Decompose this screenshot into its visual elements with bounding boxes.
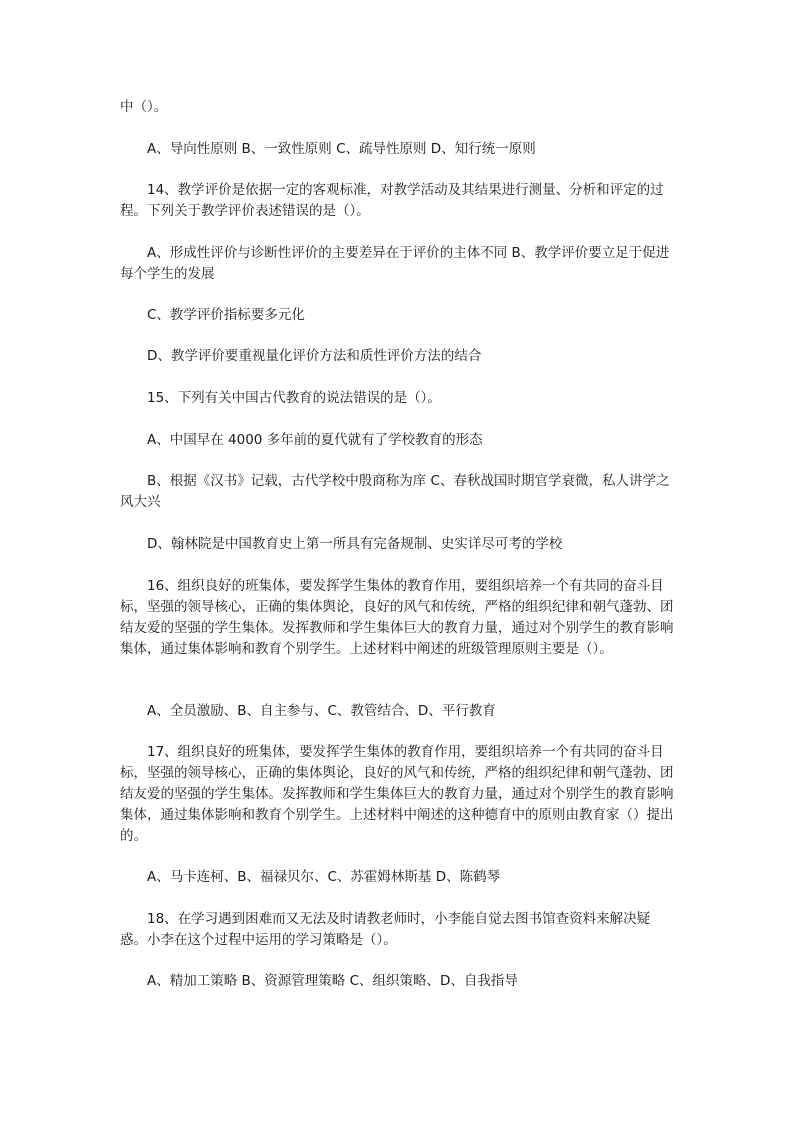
q16-options: A、全员激励、B、自主参与、C、教管结合、D、平行教育 bbox=[147, 703, 496, 719]
q15-option-d: D、翰林院是中国教育史上第一所具有完备规制、史实详尽可考的学校 bbox=[147, 536, 563, 552]
q17-options: A、马卡连柯、B、福禄贝尔、C、苏霍姆林斯基 D、陈鹤琴 bbox=[147, 869, 501, 885]
q15-stem: 15、下列有关中国古代教育的说法错误的是（）。 bbox=[147, 390, 441, 406]
q18-stem: 18、在学习遇到困难而又无法及时请教老师时，小李能自觉去图书馆查资料来解决疑惑。小李在这个过程中运用的学习策略是（）。 bbox=[120, 911, 651, 948]
q13-options: A、导向性原则 B、一致性原则 C、疏导性原则 D、知行统一原则 bbox=[147, 141, 536, 157]
question-stem-continuation: 中（）。 bbox=[120, 99, 168, 115]
q14-option-d: D、教学评价要重视量化评价方法和质性评价方法的结合 bbox=[147, 348, 482, 364]
q15-option-a: A、中国早在 4000 多年前的夏代就有了学校教育的形态 bbox=[147, 432, 483, 448]
q16-stem: 16、组织良好的班集体，要发挥学生集体的教育作用，要组织培养一个有共同的奋斗目标，坚强的领导核心，正确的集体舆论，良好的风气和传统，严格的组织纪律和朝气蓬勃、团结友爱的坚强的学生集体。发挥教师和学生集体巨大的教育力量，通过对个别学生的教育影响集体，通过集体影响和教育个别学生。上述材料中阐述的班级管理原则主要是（）。 bbox=[120, 578, 674, 657]
q14-stem: 14、教学评价是依据一定的客观标准，对教学活动及其结果进行测量、分析和评定的过程。下列关于教学评价表述错误的是（）。 bbox=[120, 182, 664, 219]
q15-options-bc: B、根据《汉书》记载，古代学校中殷商称为庠 C、春秋战国时期官学衰微，私人讲学之风大兴 bbox=[120, 473, 670, 510]
q14-option-c: C、教学评价指标要多元化 bbox=[147, 307, 305, 323]
q18-options: A、精加工策略 B、资源管理策略 C、组织策略、D、自我指导 bbox=[147, 973, 518, 989]
q14-options-ab: A、形成性评价与诊断性评价的主要差异在于评价的主体不同 B、教学评价要立足于促进每个学生的发展 bbox=[120, 245, 670, 282]
q17-stem: 17、组织良好的班集体，要发挥学生集体的教育作用，要组织培养一个有共同的奋斗目标，坚强的领导核心，正确的集体舆论，良好的风气和传统，严格的组织纪律和朝气蓬勃、团结友爱的坚强的学生集体。发挥教师和学生集体巨大的教育力量，通过对个别学生的教育影响集体，通过集体影响和教育个别学生。上述材料中阐述的这种德育中的原则由教育家（）提出的。 bbox=[120, 744, 674, 844]
